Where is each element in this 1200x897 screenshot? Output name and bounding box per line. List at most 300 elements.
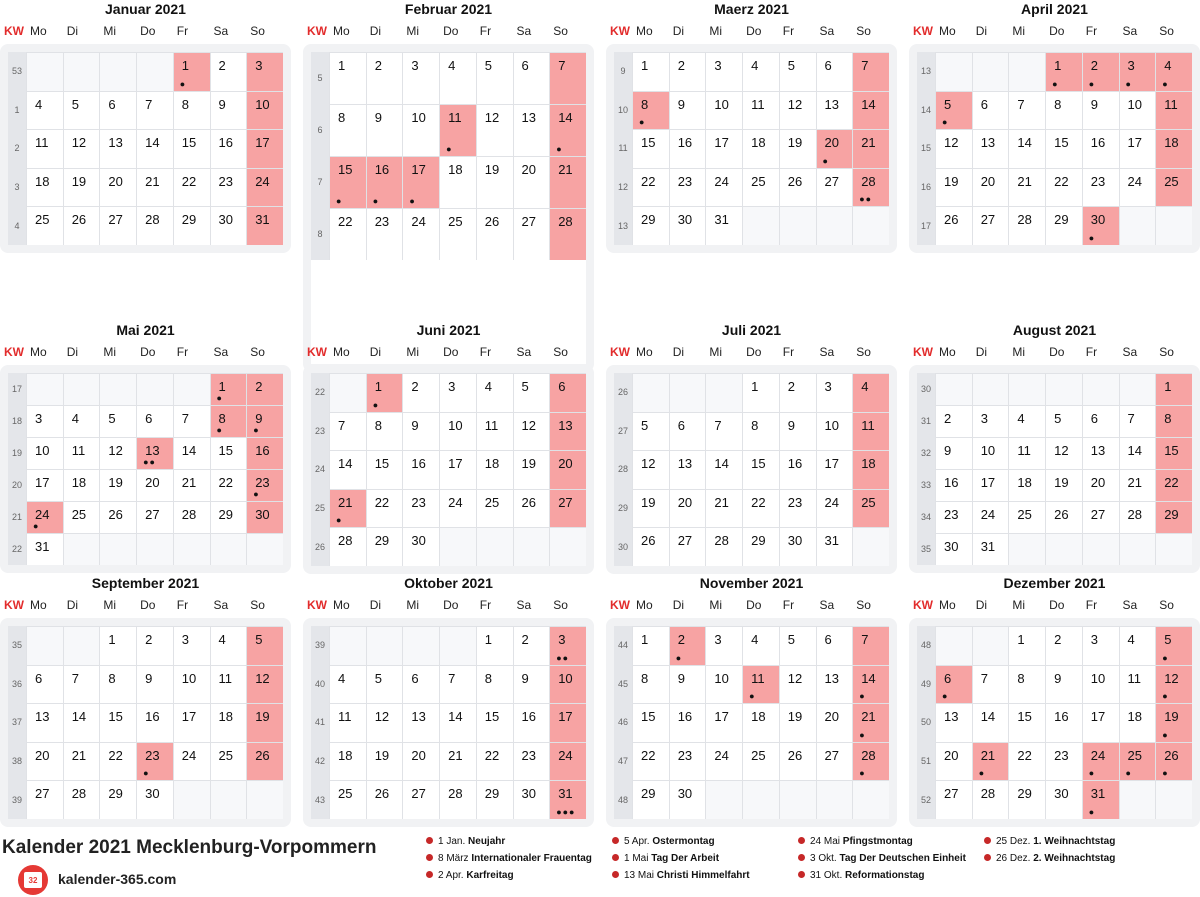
day-cell[interactable] xyxy=(99,206,136,245)
day-cell[interactable] xyxy=(779,168,816,207)
day-cell[interactable] xyxy=(476,208,513,260)
day-cell[interactable] xyxy=(402,373,439,412)
day-cell[interactable] xyxy=(1008,91,1045,130)
day-cell[interactable] xyxy=(63,501,100,533)
day-cell[interactable] xyxy=(99,703,136,742)
day-cell[interactable] xyxy=(26,469,63,501)
day-cell[interactable] xyxy=(26,206,63,245)
day-cell[interactable] xyxy=(402,450,439,489)
day-cell[interactable] xyxy=(935,742,972,781)
day-cell[interactable] xyxy=(632,412,669,451)
day-cell[interactable] xyxy=(402,412,439,451)
day-cell[interactable] xyxy=(366,156,403,208)
day-cell[interactable] xyxy=(329,742,366,781)
day-cell[interactable] xyxy=(632,450,669,489)
day-cell[interactable] xyxy=(173,52,210,91)
day-cell[interactable] xyxy=(669,742,706,781)
day-cell[interactable] xyxy=(329,208,366,260)
day-cell[interactable] xyxy=(26,91,63,130)
day-cell[interactable] xyxy=(779,412,816,451)
day-cell[interactable] xyxy=(1155,129,1192,168)
day-cell[interactable] xyxy=(402,156,439,208)
day-cell[interactable] xyxy=(173,742,210,781)
day-cell[interactable] xyxy=(136,91,173,130)
day-cell[interactable] xyxy=(173,703,210,742)
day-cell[interactable] xyxy=(852,412,889,451)
day-cell[interactable] xyxy=(852,168,889,207)
day-cell[interactable] xyxy=(1155,405,1192,437)
day-cell[interactable] xyxy=(816,52,853,91)
day-cell[interactable] xyxy=(136,168,173,207)
day-cell[interactable] xyxy=(1082,405,1119,437)
day-cell[interactable] xyxy=(632,780,669,819)
day-cell[interactable] xyxy=(632,489,669,528)
day-cell[interactable] xyxy=(1119,405,1156,437)
day-cell[interactable] xyxy=(549,780,586,819)
day-cell[interactable] xyxy=(329,450,366,489)
day-cell[interactable] xyxy=(99,168,136,207)
day-cell[interactable] xyxy=(549,665,586,704)
day-cell[interactable] xyxy=(816,626,853,665)
day-cell[interactable] xyxy=(779,129,816,168)
day-cell[interactable] xyxy=(935,129,972,168)
day-cell[interactable] xyxy=(366,412,403,451)
day-cell[interactable] xyxy=(329,527,366,566)
day-cell[interactable] xyxy=(210,168,247,207)
day-cell[interactable] xyxy=(513,52,550,104)
day-cell[interactable] xyxy=(1008,742,1045,781)
day-cell[interactable] xyxy=(26,703,63,742)
day-cell[interactable] xyxy=(779,373,816,412)
day-cell[interactable] xyxy=(779,703,816,742)
day-cell[interactable] xyxy=(632,206,669,245)
day-cell[interactable] xyxy=(1045,703,1082,742)
day-cell[interactable] xyxy=(1008,780,1045,819)
day-cell[interactable] xyxy=(1082,91,1119,130)
day-cell[interactable] xyxy=(513,742,550,781)
day-cell[interactable] xyxy=(173,168,210,207)
day-cell[interactable] xyxy=(972,91,1009,130)
day-cell[interactable] xyxy=(1045,129,1082,168)
day-cell[interactable] xyxy=(1082,703,1119,742)
day-cell[interactable] xyxy=(136,437,173,469)
day-cell[interactable] xyxy=(99,437,136,469)
day-cell[interactable] xyxy=(1082,626,1119,665)
day-cell[interactable] xyxy=(742,52,779,91)
day-cell[interactable] xyxy=(476,52,513,104)
day-cell[interactable] xyxy=(99,405,136,437)
day-cell[interactable] xyxy=(632,626,669,665)
day-cell[interactable] xyxy=(549,626,586,665)
day-cell[interactable] xyxy=(669,703,706,742)
day-cell[interactable] xyxy=(852,91,889,130)
day-cell[interactable] xyxy=(705,450,742,489)
day-cell[interactable] xyxy=(366,742,403,781)
day-cell[interactable] xyxy=(852,626,889,665)
day-cell[interactable] xyxy=(402,742,439,781)
day-cell[interactable] xyxy=(173,206,210,245)
day-cell[interactable] xyxy=(63,469,100,501)
day-cell[interactable] xyxy=(366,780,403,819)
day-cell[interactable] xyxy=(402,703,439,742)
day-cell[interactable] xyxy=(632,52,669,91)
day-cell[interactable] xyxy=(669,489,706,528)
day-cell[interactable] xyxy=(402,665,439,704)
day-cell[interactable] xyxy=(366,450,403,489)
day-cell[interactable] xyxy=(549,742,586,781)
day-cell[interactable] xyxy=(549,52,586,104)
day-cell[interactable] xyxy=(742,91,779,130)
day-cell[interactable] xyxy=(816,373,853,412)
day-cell[interactable] xyxy=(210,206,247,245)
day-cell[interactable] xyxy=(935,501,972,533)
day-cell[interactable] xyxy=(1119,703,1156,742)
day-cell[interactable] xyxy=(246,703,283,742)
day-cell[interactable] xyxy=(935,168,972,207)
day-cell[interactable] xyxy=(669,129,706,168)
day-cell[interactable] xyxy=(439,780,476,819)
day-cell[interactable] xyxy=(63,168,100,207)
day-cell[interactable] xyxy=(210,665,247,704)
day-cell[interactable] xyxy=(439,104,476,156)
day-cell[interactable] xyxy=(1082,168,1119,207)
day-cell[interactable] xyxy=(246,742,283,781)
day-cell[interactable] xyxy=(246,469,283,501)
day-cell[interactable] xyxy=(1008,665,1045,704)
day-cell[interactable] xyxy=(246,91,283,130)
day-cell[interactable] xyxy=(246,373,283,405)
day-cell[interactable] xyxy=(246,206,283,245)
day-cell[interactable] xyxy=(852,703,889,742)
day-cell[interactable] xyxy=(816,742,853,781)
day-cell[interactable] xyxy=(742,665,779,704)
day-cell[interactable] xyxy=(669,168,706,207)
day-cell[interactable] xyxy=(173,129,210,168)
day-cell[interactable] xyxy=(1045,437,1082,469)
day-cell[interactable] xyxy=(246,665,283,704)
day-cell[interactable] xyxy=(1008,129,1045,168)
day-cell[interactable] xyxy=(476,156,513,208)
day-cell[interactable] xyxy=(63,206,100,245)
day-cell[interactable] xyxy=(63,665,100,704)
day-cell[interactable] xyxy=(439,208,476,260)
day-cell[interactable] xyxy=(246,437,283,469)
day-cell[interactable] xyxy=(1119,437,1156,469)
day-cell[interactable] xyxy=(935,780,972,819)
day-cell[interactable] xyxy=(173,501,210,533)
day-cell[interactable] xyxy=(513,703,550,742)
day-cell[interactable] xyxy=(816,450,853,489)
day-cell[interactable] xyxy=(972,533,1009,565)
day-cell[interactable] xyxy=(402,527,439,566)
day-cell[interactable] xyxy=(742,742,779,781)
day-cell[interactable] xyxy=(1155,168,1192,207)
day-cell[interactable] xyxy=(1045,469,1082,501)
day-cell[interactable] xyxy=(476,742,513,781)
day-cell[interactable] xyxy=(476,780,513,819)
day-cell[interactable] xyxy=(935,437,972,469)
day-cell[interactable] xyxy=(1119,469,1156,501)
day-cell[interactable] xyxy=(210,91,247,130)
day-cell[interactable] xyxy=(1008,501,1045,533)
day-cell[interactable] xyxy=(210,469,247,501)
day-cell[interactable] xyxy=(99,469,136,501)
day-cell[interactable] xyxy=(136,626,173,665)
day-cell[interactable] xyxy=(1008,626,1045,665)
day-cell[interactable] xyxy=(329,412,366,451)
day-cell[interactable] xyxy=(476,373,513,412)
day-cell[interactable] xyxy=(935,665,972,704)
day-cell[interactable] xyxy=(852,373,889,412)
day-cell[interactable] xyxy=(173,665,210,704)
day-cell[interactable] xyxy=(972,742,1009,781)
day-cell[interactable] xyxy=(632,129,669,168)
day-cell[interactable] xyxy=(742,412,779,451)
day-cell[interactable] xyxy=(632,91,669,130)
day-cell[interactable] xyxy=(852,52,889,91)
day-cell[interactable] xyxy=(669,527,706,566)
day-cell[interactable] xyxy=(402,780,439,819)
day-cell[interactable] xyxy=(1082,501,1119,533)
day-cell[interactable] xyxy=(246,626,283,665)
day-cell[interactable] xyxy=(476,450,513,489)
day-cell[interactable] xyxy=(935,91,972,130)
day-cell[interactable] xyxy=(513,626,550,665)
day-cell[interactable] xyxy=(99,626,136,665)
day-cell[interactable] xyxy=(99,501,136,533)
day-cell[interactable] xyxy=(99,742,136,781)
day-cell[interactable] xyxy=(210,626,247,665)
day-cell[interactable] xyxy=(173,469,210,501)
day-cell[interactable] xyxy=(1119,626,1156,665)
day-cell[interactable] xyxy=(669,52,706,91)
day-cell[interactable] xyxy=(935,469,972,501)
day-cell[interactable] xyxy=(173,91,210,130)
day-cell[interactable] xyxy=(402,104,439,156)
day-cell[interactable] xyxy=(816,665,853,704)
day-cell[interactable] xyxy=(1082,469,1119,501)
day-cell[interactable] xyxy=(935,405,972,437)
day-cell[interactable] xyxy=(1155,437,1192,469)
day-cell[interactable] xyxy=(366,527,403,566)
day-cell[interactable] xyxy=(1008,405,1045,437)
day-cell[interactable] xyxy=(210,129,247,168)
day-cell[interactable] xyxy=(705,742,742,781)
day-cell[interactable] xyxy=(173,626,210,665)
day-cell[interactable] xyxy=(1008,437,1045,469)
day-cell[interactable] xyxy=(439,450,476,489)
day-cell[interactable] xyxy=(779,91,816,130)
day-cell[interactable] xyxy=(366,665,403,704)
day-cell[interactable] xyxy=(669,780,706,819)
day-cell[interactable] xyxy=(705,665,742,704)
day-cell[interactable] xyxy=(705,129,742,168)
day-cell[interactable] xyxy=(816,168,853,207)
day-cell[interactable] xyxy=(1008,168,1045,207)
day-cell[interactable] xyxy=(779,52,816,91)
day-cell[interactable] xyxy=(816,129,853,168)
day-cell[interactable] xyxy=(26,168,63,207)
day-cell[interactable] xyxy=(1082,437,1119,469)
day-cell[interactable] xyxy=(476,412,513,451)
day-cell[interactable] xyxy=(476,703,513,742)
day-cell[interactable] xyxy=(779,665,816,704)
day-cell[interactable] xyxy=(210,703,247,742)
day-cell[interactable] xyxy=(935,206,972,245)
day-cell[interactable] xyxy=(972,469,1009,501)
day-cell[interactable] xyxy=(136,206,173,245)
day-cell[interactable] xyxy=(705,206,742,245)
day-cell[interactable] xyxy=(1082,665,1119,704)
day-cell[interactable] xyxy=(26,533,63,565)
day-cell[interactable] xyxy=(246,405,283,437)
day-cell[interactable] xyxy=(63,129,100,168)
day-cell[interactable] xyxy=(852,665,889,704)
day-cell[interactable] xyxy=(1045,742,1082,781)
day-cell[interactable] xyxy=(439,742,476,781)
day-cell[interactable] xyxy=(476,665,513,704)
day-cell[interactable] xyxy=(246,168,283,207)
day-cell[interactable] xyxy=(1045,52,1082,91)
day-cell[interactable] xyxy=(246,501,283,533)
day-cell[interactable] xyxy=(632,742,669,781)
day-cell[interactable] xyxy=(26,405,63,437)
day-cell[interactable] xyxy=(1119,742,1156,781)
day-cell[interactable] xyxy=(246,52,283,91)
day-cell[interactable] xyxy=(1045,626,1082,665)
day-cell[interactable] xyxy=(63,405,100,437)
day-cell[interactable] xyxy=(1155,742,1192,781)
day-cell[interactable] xyxy=(136,501,173,533)
site-link[interactable]: kalender-365.com xyxy=(58,871,177,887)
day-cell[interactable] xyxy=(1008,703,1045,742)
day-cell[interactable] xyxy=(1045,501,1082,533)
day-cell[interactable] xyxy=(210,437,247,469)
day-cell[interactable] xyxy=(669,91,706,130)
day-cell[interactable] xyxy=(136,742,173,781)
day-cell[interactable] xyxy=(816,91,853,130)
day-cell[interactable] xyxy=(669,412,706,451)
day-cell[interactable] xyxy=(972,437,1009,469)
day-cell[interactable] xyxy=(63,742,100,781)
day-cell[interactable] xyxy=(476,104,513,156)
day-cell[interactable] xyxy=(99,129,136,168)
day-cell[interactable] xyxy=(972,168,1009,207)
day-cell[interactable] xyxy=(366,489,403,528)
day-cell[interactable] xyxy=(669,206,706,245)
day-cell[interactable] xyxy=(972,780,1009,819)
day-cell[interactable] xyxy=(1008,206,1045,245)
day-cell[interactable] xyxy=(779,742,816,781)
day-cell[interactable] xyxy=(852,450,889,489)
day-cell[interactable] xyxy=(476,489,513,528)
day-cell[interactable] xyxy=(549,412,586,451)
day-cell[interactable] xyxy=(742,703,779,742)
day-cell[interactable] xyxy=(1155,91,1192,130)
day-cell[interactable] xyxy=(1045,168,1082,207)
day-cell[interactable] xyxy=(852,489,889,528)
day-cell[interactable] xyxy=(63,91,100,130)
day-cell[interactable] xyxy=(99,91,136,130)
day-cell[interactable] xyxy=(972,129,1009,168)
day-cell[interactable] xyxy=(173,437,210,469)
day-cell[interactable] xyxy=(972,405,1009,437)
day-cell[interactable] xyxy=(816,412,853,451)
day-cell[interactable] xyxy=(513,412,550,451)
day-cell[interactable] xyxy=(972,703,1009,742)
day-cell[interactable] xyxy=(210,405,247,437)
day-cell[interactable] xyxy=(513,489,550,528)
day-cell[interactable] xyxy=(366,208,403,260)
day-cell[interactable] xyxy=(63,703,100,742)
day-cell[interactable] xyxy=(1155,373,1192,405)
day-cell[interactable] xyxy=(935,703,972,742)
day-cell[interactable] xyxy=(1119,168,1156,207)
day-cell[interactable] xyxy=(816,527,853,566)
day-cell[interactable] xyxy=(1082,742,1119,781)
day-cell[interactable] xyxy=(1082,52,1119,91)
day-cell[interactable] xyxy=(816,489,853,528)
day-cell[interactable] xyxy=(1119,665,1156,704)
day-cell[interactable] xyxy=(1155,469,1192,501)
day-cell[interactable] xyxy=(439,52,476,104)
day-cell[interactable] xyxy=(63,780,100,819)
day-cell[interactable] xyxy=(1045,665,1082,704)
day-cell[interactable] xyxy=(329,52,366,104)
day-cell[interactable] xyxy=(136,129,173,168)
day-cell[interactable] xyxy=(742,168,779,207)
day-cell[interactable] xyxy=(329,489,366,528)
day-cell[interactable] xyxy=(742,450,779,489)
day-cell[interactable] xyxy=(26,742,63,781)
day-cell[interactable] xyxy=(549,489,586,528)
day-cell[interactable] xyxy=(366,703,403,742)
day-cell[interactable] xyxy=(632,665,669,704)
day-cell[interactable] xyxy=(1045,780,1082,819)
day-cell[interactable] xyxy=(549,703,586,742)
day-cell[interactable] xyxy=(210,52,247,91)
day-cell[interactable] xyxy=(632,703,669,742)
day-cell[interactable] xyxy=(136,780,173,819)
day-cell[interactable] xyxy=(246,129,283,168)
day-cell[interactable] xyxy=(329,780,366,819)
day-cell[interactable] xyxy=(669,450,706,489)
day-cell[interactable] xyxy=(136,703,173,742)
day-cell[interactable] xyxy=(1119,91,1156,130)
day-cell[interactable] xyxy=(63,437,100,469)
day-cell[interactable] xyxy=(549,373,586,412)
day-cell[interactable] xyxy=(402,208,439,260)
day-cell[interactable] xyxy=(439,665,476,704)
day-cell[interactable] xyxy=(366,373,403,412)
day-cell[interactable] xyxy=(705,168,742,207)
day-cell[interactable] xyxy=(935,533,972,565)
day-cell[interactable] xyxy=(439,489,476,528)
day-cell[interactable] xyxy=(1082,780,1119,819)
day-cell[interactable] xyxy=(549,450,586,489)
day-cell[interactable] xyxy=(742,129,779,168)
day-cell[interactable] xyxy=(366,104,403,156)
day-cell[interactable] xyxy=(549,104,586,156)
day-cell[interactable] xyxy=(26,437,63,469)
day-cell[interactable] xyxy=(852,742,889,781)
day-cell[interactable] xyxy=(210,742,247,781)
day-cell[interactable] xyxy=(1119,501,1156,533)
day-cell[interactable] xyxy=(513,450,550,489)
day-cell[interactable] xyxy=(1045,91,1082,130)
day-cell[interactable] xyxy=(742,626,779,665)
day-cell[interactable] xyxy=(705,52,742,91)
